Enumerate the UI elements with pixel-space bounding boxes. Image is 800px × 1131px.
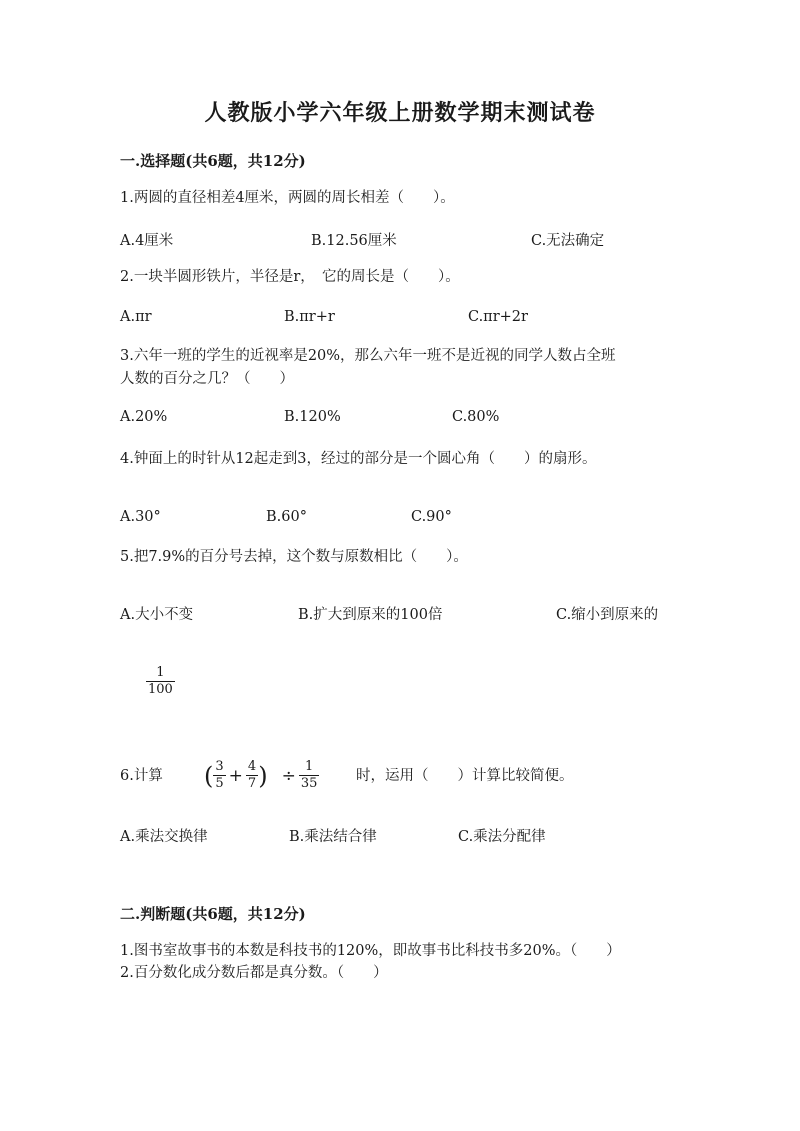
fraction-denominator: 100 — [148, 682, 173, 697]
question-6-option-c: C.乘法分配律 — [458, 829, 546, 845]
question-4-option-a: A.30° — [120, 509, 161, 525]
question-1-option-a: A.4厘米 — [120, 233, 174, 249]
fraction-three-fifths — [213, 760, 225, 791]
question-2-text: 2.一块半圆形铁片，半径是r， 它的周长是（ ）。 — [120, 269, 460, 285]
question-6-tail: 时，运用（ ）计算比较简便。 — [356, 768, 574, 784]
left-paren: ( — [204, 761, 214, 790]
section-heading-choice: 一.选择题(共6题，共12分) — [120, 152, 306, 170]
question-5-option-c: C.缩小到原来的 — [556, 607, 659, 623]
fraction-denominator: 7 — [247, 776, 257, 791]
fraction-numerator: 1 — [156, 665, 165, 680]
fraction-one-thirtyfifth — [299, 760, 320, 791]
plus-sign: + — [228, 765, 243, 786]
question-3-option-b: B.120% — [284, 409, 341, 425]
question-3-text-line1: 3.六年一班的学生的近视率是20%，那么六年一班不是近视的同学人数占全班 — [120, 348, 616, 364]
question-1-option-b: B.12.56厘米 — [311, 233, 397, 249]
question-5-option-c-fraction — [146, 666, 175, 697]
question-6-option-b: B.乘法结合律 — [289, 829, 377, 845]
right-paren: ) — [258, 761, 268, 790]
question-2-option-b: B.πr+r — [284, 309, 335, 325]
section-heading-judgement: 二.判断题(共6题，共12分) — [120, 905, 306, 923]
fraction-numerator: 3 — [215, 759, 224, 774]
judgement-question-1: 1.图书室故事书的本数是科技书的120%，即故事书比科技书多20%。（ ） — [120, 943, 621, 959]
fraction-numerator: 1 — [304, 759, 314, 774]
fraction-four-sevenths — [246, 760, 258, 791]
judgement-question-2: 2.百分数化成分数后都是真分数。（ ） — [120, 965, 388, 981]
question-2-option-c: C.πr+2r — [468, 309, 528, 325]
fraction-numerator: 4 — [247, 759, 257, 774]
fraction-denominator: 5 — [215, 776, 224, 791]
question-1-option-c: C.无法确定 — [531, 233, 605, 249]
question-4-option-c: C.90° — [411, 509, 452, 525]
question-5-text: 5.把7.9%的百分号去掉，这个数与原数相比（ ）。 — [120, 549, 468, 565]
question-1-text: 1.两圆的直径相差4厘米，两圆的周长相差（ ）。 — [120, 190, 455, 206]
question-6-label: 6.计算 — [120, 768, 163, 784]
page-title: 人教版小学六年级上册数学期末测试卷 — [204, 100, 596, 126]
question-3-option-c: C.80% — [452, 409, 500, 425]
question-6-option-a: A.乘法交换律 — [120, 829, 208, 845]
question-4-option-b: B.60° — [266, 509, 307, 525]
question-3-option-a: A.20% — [120, 409, 168, 425]
divide-sign: ÷ — [281, 765, 296, 786]
question-3-text-line2: 人数的百分之几？（ ） — [120, 371, 294, 387]
question-6-expression — [204, 760, 319, 791]
question-4-text: 4.钟面上的时针从12起走到3，经过的部分是一个圆心角（ ）的扇形。 — [120, 451, 597, 467]
question-5-option-b: B.扩大到原来的100倍 — [298, 607, 443, 623]
question-2-option-a: A.πr — [120, 309, 152, 325]
fraction-denominator: 35 — [300, 776, 318, 791]
question-5-option-a: A.大小不变 — [120, 607, 194, 623]
